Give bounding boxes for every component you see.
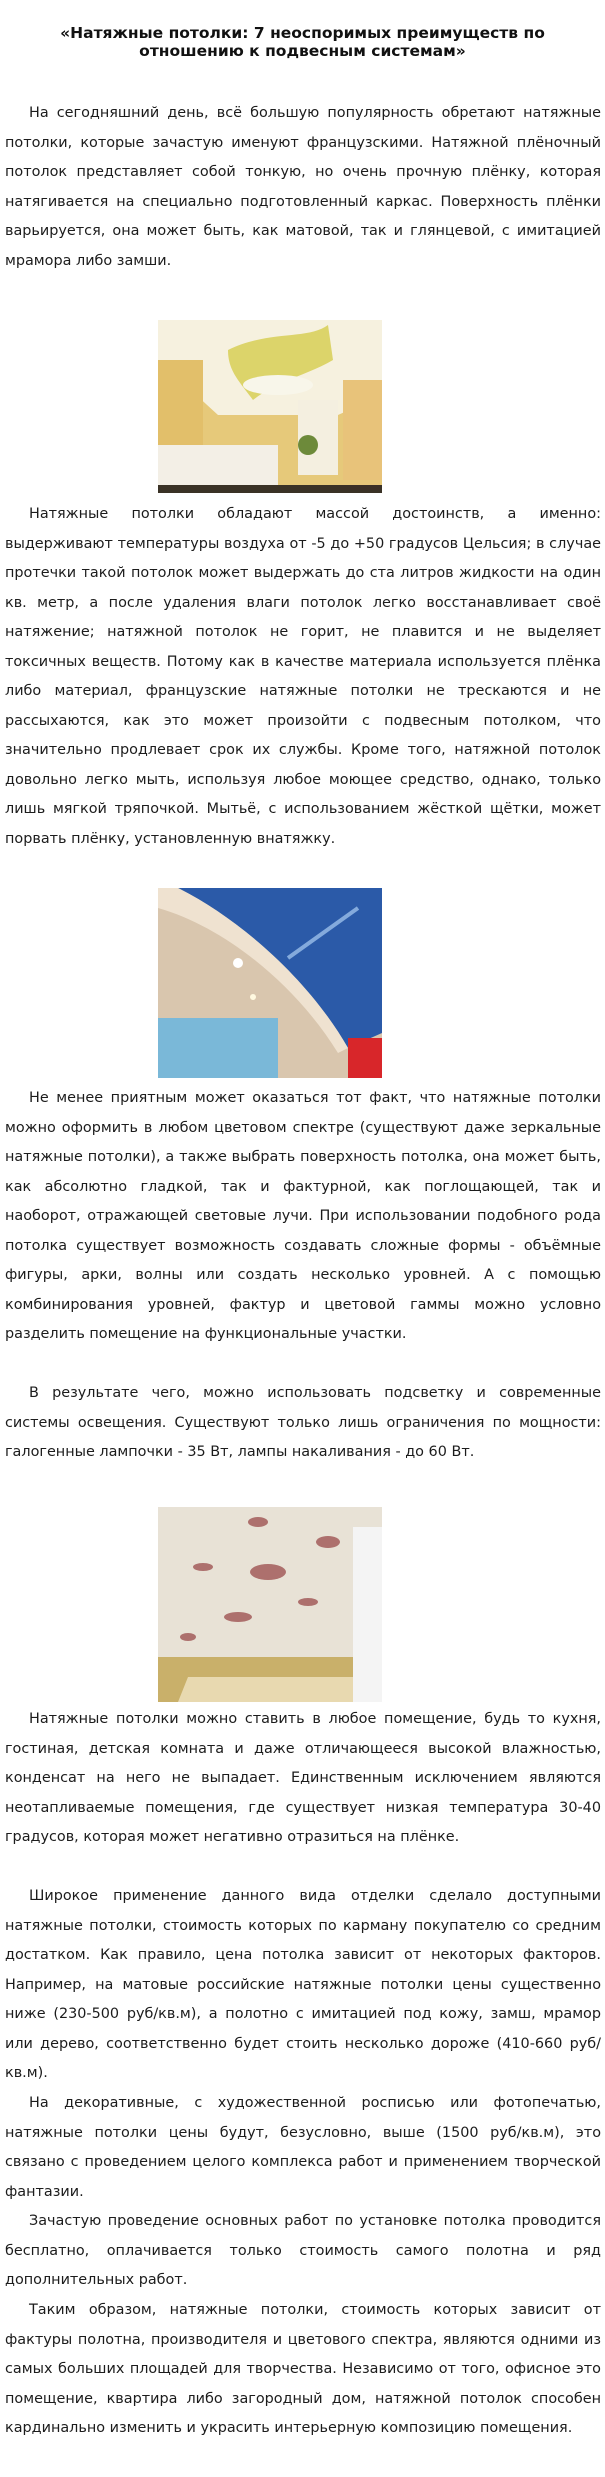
paragraph-lighting: В результате чего, можно использовать подсветку и современные системы освещения. Существуют только лишь ограничения по мощности: галогенные лампочки - 35 Вт, лампы накаливания - до 60 Вт. [5,1385,601,1460]
paragraph-decorative: На декоративные, с художественной росписью или фотопечатью, натяжные потолки цены будут, безусловно, выше (1500 руб/кв.м), это связано с проведением целого комплекса работ и применением творческой фантазии. [5,2095,601,2200]
paragraph-conclusion: Таким образом, натяжные потолки, стоимость которых зависит от фактуры полотна, производителя и цветового спектра, являются одними из самых больших площадей для творчества. Независимо от того, офисное это помещение, квартира либо загородный дом, натяжной потолок способен кардинально изменить и украсить интерьерную композицию помещения. [5,2302,601,2436]
paragraph-installation: Зачастую проведение основных работ по установке потолка проводится бесплатно, оплачивается только стоимость самого полотна и ряд дополнительных работ. [5,2213,601,2288]
image-yellow-ceiling-room [158,320,382,493]
article-title: «Натяжные потолки: 7 неоспоримых преимуществ по отношению к подвесным системам» [60,24,545,61]
paragraph-intro: На сегодняшний день, всё большую популярность обретают натяжные потолки, которые зачастую именуют французскими. Натяжной плёночный потолок представляет собой тонкую, но очень прочную плёнку, которая натягивается на специально подготовленный каркас. Поверхность плёнки варьируется, она может быть, как матовой, так и глянцевой, с имитацией мрамора либо замши. [5,105,601,269]
paragraph-advantages: Натяжные потолки обладают массой достоинств, а именно: выдерживают температуры воздуха от -5 до +50 градусов Цельсия; в случае протечки такой потолок может выдержать до ста литров жидкости на один кв. метр, а после удаления влаги потолок легко восстанавливает своё натяжение; натяжной потолок не горит, не плавится и не выделяет токсичных веществ. Потому как в качестве материала используется плёнка либо материал, французские натяжные потолки не трескаются и не рассыхаются, как это может произойти с подвесным потолком, что значительно продлевает срок их службы. Кроме того, натяжной потолок довольно легко мыть, используя любое моющее средство, однако, только лишь мягкой тряпочкой. Мытьё, с использованием жёсткой щётки, может порвать плёнку, установленную внатяжку. [5,506,601,847]
image-blue-ceiling [158,888,382,1078]
image-printed-ceiling [158,1507,382,1702]
paragraph-colors: Не менее приятным может оказаться тот факт, что натяжные потолки можно оформить в любом цветовом спектре (существуют даже зеркальные натяжные потолки), а также выбрать поверхность потолка, она может быть, как абсолютно гладкой, так и фактурной, как поглощающей, так и наоборот, отражающей световые лучи. При использовании подобного рода потолка существует возможность создавать сложные формы - объёмные фигуры, арки, волны или создать несколько уровней. А с помощью комбинирования уровней, фактур и цветовой гаммы можно условно разделить помещение на функциональные участки. [5,1090,601,1342]
paragraph-rooms: Натяжные потолки можно ставить в любое помещение, будь то кухня, гостиная, детская комната и даже отличающееся высокой влажностью, конденсат на него не выпадает. Единственным исключением являются неотапливаемые помещения, где существует низкая температура 30-40 градусов, которая может негативно отразиться на плёнке. [5,1711,601,1845]
paragraph-pricing: Широкое применение данного вида отделки сделало доступными натяжные потолки, стоимость которых по карману покупателю со средним достатком. Как правило, цена потолка зависит от некоторых факторов. Например, на матовые российские натяжные потолки цены существенно ниже (230-500 руб/кв.м), а полотно с имитацией под кожу, замш, мрамор или дерево, соответственно будет стоить несколько дороже (410-660 руб/кв.м). [5,1888,601,2081]
